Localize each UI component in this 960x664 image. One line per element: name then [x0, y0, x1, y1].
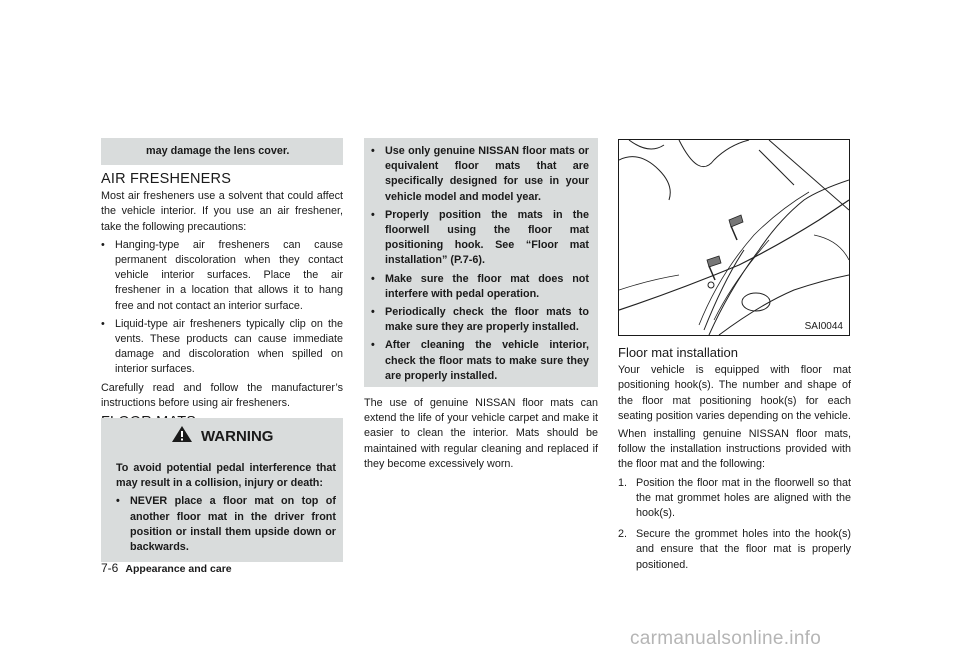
warning-title: WARNING [200, 428, 274, 445]
right-column [618, 345, 851, 579]
warning-bullet-text: NEVER place a floor mat on top of another floor mat in the driver front position or install them upside down or backwards. [130, 495, 336, 554]
warning-intro: To avoid potential pedal interference that may result in a collision, injury or death: [116, 462, 336, 490]
caution-bullet-text: Use only genuine NISSAN floor mats or equivalent floor mats that are specifically designed for use in your vehicle model and model year. [385, 145, 589, 203]
caution-bullet [371, 208, 589, 269]
air-bullet-text: Liquid-type air fresheners typically clip on the vents. These products can cause immediate damage and discoloration when spilled on interior surfaces. [115, 317, 343, 376]
caution-bullet [371, 272, 589, 302]
floor-mat-installation-heading: Floor mat installation [618, 345, 738, 360]
air-bullet [101, 238, 343, 314]
caution-bullet-text: Properly position the mats in the floorwell using the floor mat positioning hook. See “Floor mat installation” (P.7-6). [385, 208, 589, 267]
step-number: 2. [618, 528, 628, 541]
bullet-dot: • [101, 238, 105, 251]
install-step [618, 476, 851, 522]
right-paragraph-2: When installing genuine NISSAN floor mats, follow the installation instructions provided with the floor mat and the following: [618, 428, 851, 471]
install-step [618, 527, 851, 573]
warning-bullet [116, 494, 336, 555]
step-text: Secure the grommet holes into the hook(s) and ensure that the floor mat is properly positioned. [636, 528, 851, 571]
watermark: carmanualsonline.info [630, 628, 822, 649]
floor-mat-hook-drawing [619, 140, 849, 335]
bullet-dot: • [371, 208, 375, 221]
floor-mat-illustration [618, 139, 850, 336]
caution-bullet [371, 144, 589, 205]
caution-bullet-text: Periodically check the floor mats to make sure they are properly installed. [385, 306, 589, 334]
bullet-dot: • [116, 495, 120, 508]
bullet-dot: • [371, 272, 375, 285]
mid-paragraph-block [364, 396, 598, 475]
air-intro-paragraph: Most air fresheners use a solvent that could affect the vehicle interior. If you use an air freshener, take the following precautions: [101, 190, 343, 233]
bullet-dot: • [371, 306, 375, 319]
figure-id: SAI0044 [804, 321, 843, 332]
air-fresheners-heading: AIR FRESHENERS [101, 171, 232, 187]
page-number: 7-6 [101, 561, 119, 575]
warning-triangle-icon [171, 425, 193, 443]
mid-paragraph: The use of genuine NISSAN floor mats can extend the life of your vehicle carpet and make it easier to clean the interior. Mats should be maintained with regular cleaning and replaced if they become excessively worn. [364, 397, 598, 470]
bullet-dot: • [371, 145, 375, 157]
right-paragraph-1: Your vehicle is equipped with floor mat positioning hook(s). The number and shape of the floor mat positioning hook(s) for each seating position varies depending on the vehicle. [618, 364, 851, 422]
air-outro-paragraph: Carefully read and follow the manufacturer’s instructions before using air fresheners. [101, 381, 343, 409]
bullet-dot: • [371, 339, 375, 352]
air-bullet-text: Hanging-type air fresheners can cause permanent discoloration when they contact vehicle interior surfaces. Place the air freshener in a location that allows it to hang free and not contact an interior surface. [115, 238, 343, 312]
page-footer [101, 561, 232, 575]
warning-body [116, 461, 336, 558]
air-bullet [101, 317, 343, 378]
top-note-text: may damage the lens cover. [146, 145, 290, 157]
step-number: 1. [618, 476, 628, 489]
bullet-dot: • [101, 317, 105, 330]
section-name: Appearance and care [125, 563, 232, 575]
caution-bullets [371, 144, 589, 387]
left-column [101, 172, 343, 430]
caution-bullet-text: Make sure the floor mat does not interfere with pedal operation. [385, 272, 589, 300]
step-text: Position the floor mat in the floorwell so that the mat grommet holes are aligned with the hook(s). [636, 476, 851, 520]
warning-header [101, 425, 343, 446]
caution-bullet [371, 338, 589, 384]
caution-bullet [371, 305, 589, 335]
caution-bullet-text: After cleaning the vehicle interior, check the floor mats to make sure they are properly installed. [385, 339, 589, 382]
